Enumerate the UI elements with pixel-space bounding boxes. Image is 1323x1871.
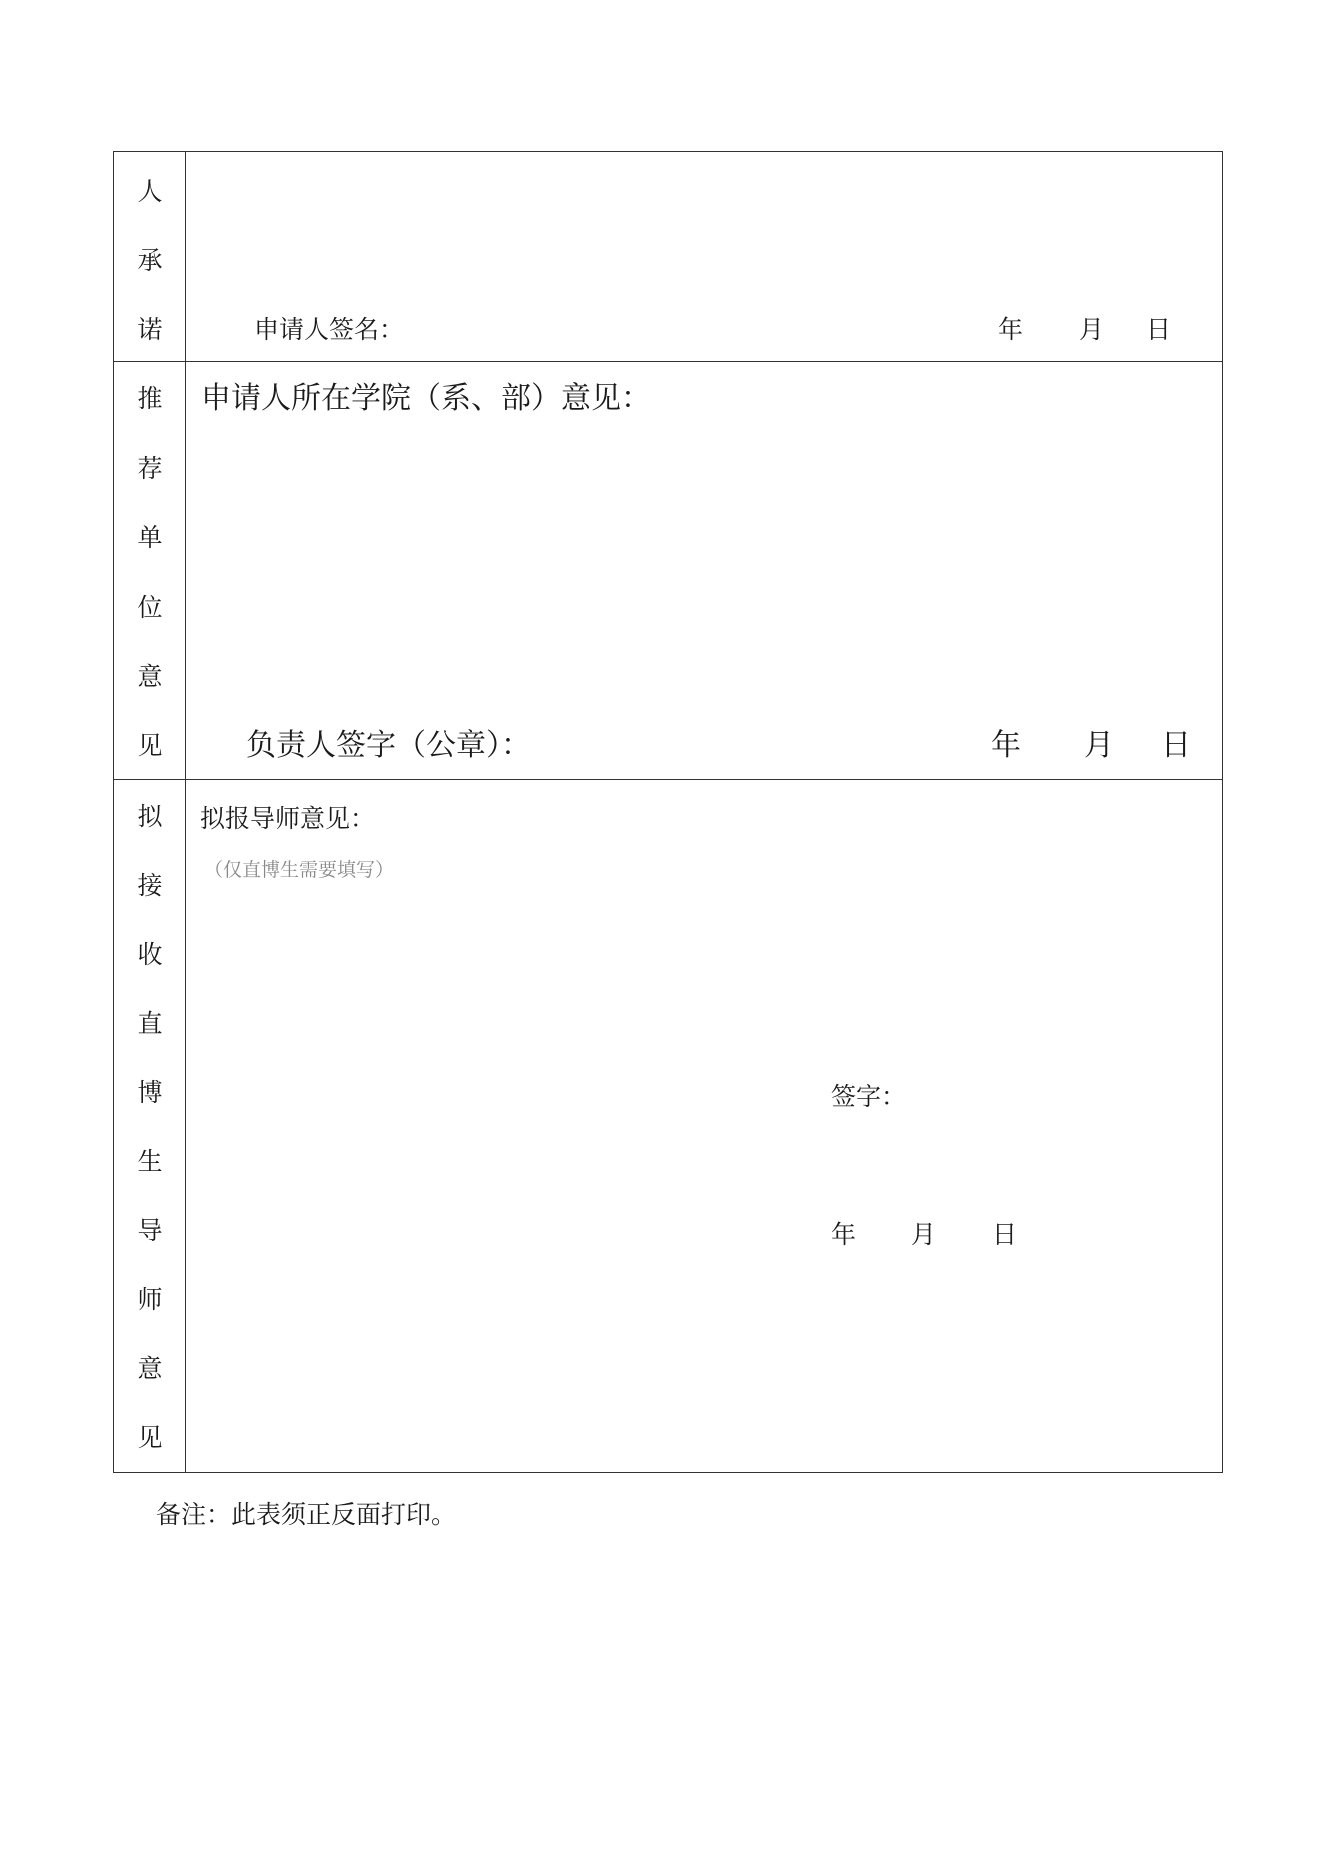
print-remark-footnote: 备注：此表须正反面打印。 <box>156 1500 457 1529</box>
date-day-label: 日 <box>1146 315 1172 344</box>
label-char: 见 <box>137 731 163 760</box>
applicant-commitment-row <box>114 152 1222 361</box>
responsible-person-signature-label: 负责人签字（公章）： <box>246 728 531 763</box>
label-char: 位 <box>137 593 163 622</box>
date-day-label: 日 <box>992 1220 1018 1249</box>
date-year-label: 年 <box>831 1220 857 1249</box>
label-char: 意 <box>137 662 163 691</box>
label-char: 单 <box>137 523 163 552</box>
label-char: 推 <box>137 384 163 413</box>
label-char: 见 <box>137 1423 163 1452</box>
supervisor-opinion-heading: 拟报导师意见： <box>200 804 376 833</box>
recommending-unit-row <box>114 361 1222 779</box>
direct-phd-only-hint: （仅直博生需要填写） <box>204 859 395 881</box>
date-year-label: 年 <box>991 728 1021 763</box>
label-char: 接 <box>137 871 163 900</box>
label-char: 师 <box>137 1285 163 1314</box>
date-month-label: 月 <box>911 1220 937 1249</box>
department-opinion-heading: 申请人所在学院（系、部）意见： <box>201 381 651 416</box>
supervisor-signature-label: 签字： <box>831 1082 907 1111</box>
date-month-label: 月 <box>1084 728 1114 763</box>
recommending-unit-content <box>186 362 1222 779</box>
date-month-label: 月 <box>1079 315 1105 344</box>
label-char: 生 <box>137 1147 163 1176</box>
label-char: 诺 <box>137 315 163 344</box>
commitment-content <box>186 152 1222 361</box>
label-char: 博 <box>137 1078 163 1107</box>
label-char: 收 <box>137 940 163 969</box>
label-char: 荐 <box>137 454 163 483</box>
label-char: 承 <box>137 246 163 275</box>
application-form-table <box>113 151 1223 1473</box>
supervisor-opinion-content <box>186 780 1222 1472</box>
label-char: 意 <box>137 1354 163 1383</box>
row-label-supervisor <box>114 780 186 1472</box>
date-year-label: 年 <box>998 315 1024 344</box>
row-label-recommending-unit <box>114 362 186 779</box>
label-char: 导 <box>137 1216 163 1245</box>
label-char: 直 <box>137 1009 163 1038</box>
row-label-commitment <box>114 152 186 361</box>
label-char: 拟 <box>137 802 163 831</box>
applicant-signature-label: 申请人签名： <box>254 315 405 344</box>
date-day-label: 日 <box>1161 728 1191 763</box>
label-char: 人 <box>137 177 163 206</box>
supervisor-opinion-row <box>114 779 1222 1472</box>
